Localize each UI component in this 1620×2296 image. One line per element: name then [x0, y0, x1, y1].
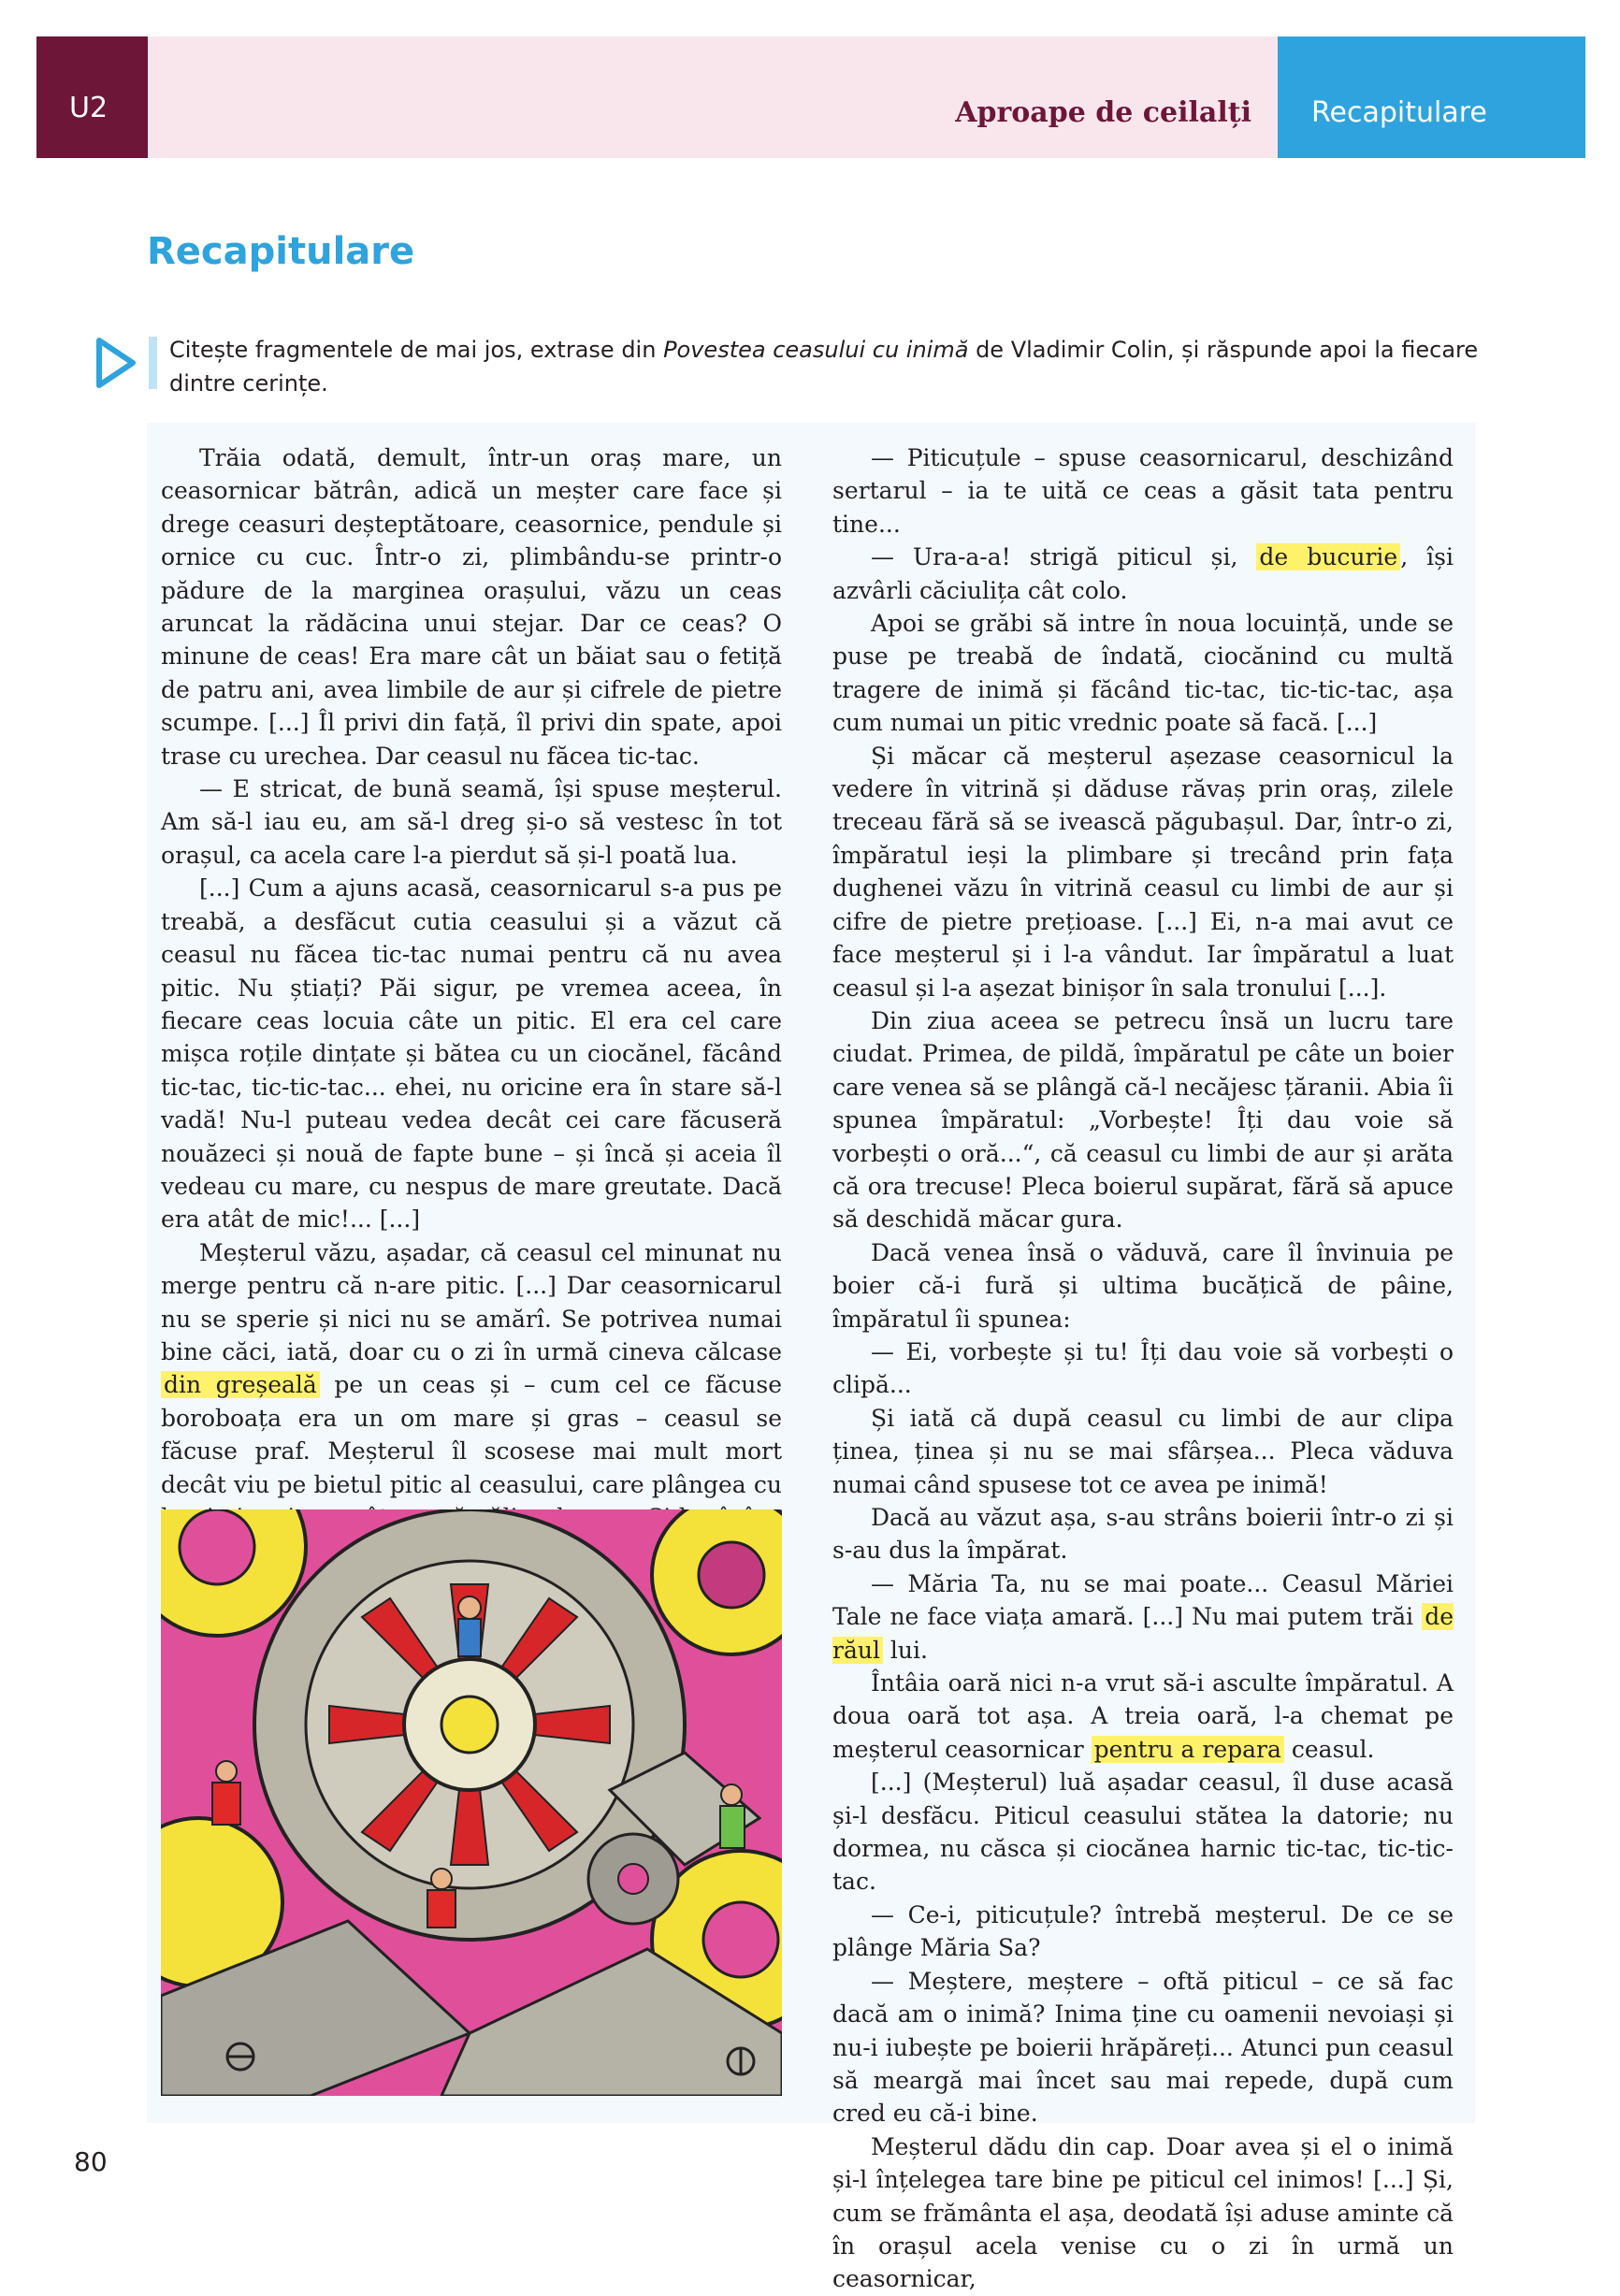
paragraph: — E stricat, de bună seamă, își spuse meșterul. Am să-l iau eu, am să-l dreg și-o să vestesc în tot orașul, ca acela care l-a pierdut să și-l poată lua. [161, 775, 782, 869]
chapter-title: Aproape de ceilalți [955, 96, 1251, 129]
instruction-text: Citește fragmentele de mai jos, extrase din Povestea ceasului cu inimă de Vladimir Colin, și răspunde apoi la fiecare dintre cerințe. [169, 337, 1479, 397]
section-tab-label: Recapitulare [1311, 96, 1487, 129]
paragraph: [...] (Meșterul) luă așadar ceasul, îl duse acasă și-l desfăcu. Piticul ceasului stătea la datorie; nu dormea, nu căsca și ciocănea harnic tic-tac, tic-tic-tac. [832, 1769, 1454, 1896]
paragraph: Dacă au văzut așa, s-au strâns boierii într-o zi și s-au dus la împărat. [832, 1504, 1454, 1565]
highlighted-phrase: pentru a repara [1092, 1736, 1284, 1763]
clockwork-illustration [161, 1509, 782, 2096]
paragraph: Meșterul văzu, așadar, că ceasul cel minunat nu merge pentru că n-are pitic. [...] Dar ceasornicarul nu se sperie și nici nu se amărî. Se potrivea numai bine căci, iată, doar cu o zi în urmă cineva călcase din greșeală pe un ceas și – cum cel ce făcuse boroboața era un om mare și gras – ceasul se făcuse praf. Meșterul îl scosese mai mult mort decât viu pe bietul pitic al ceasului, care plângea cu [161, 1238, 782, 1498]
unit-box [36, 36, 148, 158]
paragraph: Dacă venea însă o văduvă, care îl învinuia pe boier că-i fură și ultima bucățică de pâine, împăratul îi spunea: [832, 1238, 1454, 1333]
paragraph: — Ei, vorbește și tu! Îți dau voie să vorbești o clipă... [832, 1337, 1454, 1399]
section-tab [1278, 36, 1585, 158]
paragraph: Din ziua aceea se petrecu însă un lucru tare ciudat. Primea, de pildă, împăratul pe câte un boier care venea să se plângă că-l necăjesc țăranii. Abia îi spunea împăratul: „Vorbește! Îți dau voie să vorbești o oră...“, că ceasul cu limbi de aur și arăta că ora trecuse! Pleca boierul supărat, fără să apuce să deschidă măcar gura. [832, 1006, 1454, 1234]
paragraph: Meșterul dădu din cap. Doar avea și el o inimă și-l înțelegea tare bine pe piticul cel inimos! [...] Și, cum se frământa el așa, deodată își aduse aminte că în orașul acela venise cu o zi în urmă un ceasornicar, [832, 2132, 1454, 2293]
section-title: Recapitulare [147, 230, 415, 273]
book-title: Povestea ceasului cu inimă [663, 337, 969, 363]
instruction-bar [149, 337, 157, 389]
left-column [161, 441, 782, 1567]
page-number: 80 [74, 2146, 108, 2177]
paragraph: — Meștere, meștere – oftă piticul – ce să fac dacă am o inimă? Inima ține cu oamenii nevoiași și nu-i iubește pe boierii hrăpăreți... Atunci pun ceasul să meargă mai încet sau mai repede, după cum cred eu că-i bine. [832, 1967, 1454, 2128]
unit-label: U2 [69, 92, 108, 124]
paragraph: Și iată că după ceasul cu limbi de aur clipa ținea, ținea și nu se mai sfârșea... Pleca văduva numai când spusese tot ce avea pe inimă! [832, 1404, 1454, 1498]
paragraph: Întâia oară nici n-a vrut să-i asculte împăratul. A doua oară tot așa. A treia oară, l-a chemat pe meșterul ceasornicar pentru a repara ceasul. [832, 1669, 1454, 1763]
text-panel [147, 423, 1475, 2293]
paragraph: — Ura-a-a! strigă piticul și, de bucurie , își azvârli căciulița cât colo. [832, 543, 1454, 604]
paragraph: [...] Cum a ajuns acasă, ceasornicarul s-a pus pe treabă, a desfăcut cutia ceasului și a văzut că ceasul nu făcea tic-tac numai pentru că nu avea pitic. Nu știați? Păi sigur, pe vremea aceea, în fiecare ceas locuia câte un pitic. El era cel care mișca roțile dințate și bătea cu un ciocănel, făcând tic-tac, tic-tic-tac... ehei, nu oricine era în stare să-l vadă! Nu-l puteau vedea decât cei care făcuseră nouăzeci și nouă de fapte bune – și încă și aceia îl vedeau cu mare, cu nespus de mare greutate. Dacă era atât de mic!... [...] [161, 874, 782, 1234]
paragraph: — Ce-i, piticuțule? întrebă meșterul. De ce se plânge Măria Sa? [832, 1900, 1454, 1962]
chapter-band [148, 36, 1278, 158]
highlighted-phrase: de răul [832, 1603, 1454, 1664]
right-column [832, 441, 1454, 2296]
page-header [36, 36, 1585, 158]
paragraph: Trăia odată, demult, într-un oraș mare, un ceasornicar bătrân, adică un meșter care face și drege ceasuri deșteptătoare, ceasornice, pendule și ornice cu cuc. Într-o zi, plimbându-se printr-o pădure de la marginea orașului, văzu un ceas aruncat la rădăcina unui stejar. Dar ce ceas? O minune de ceas! Era mare cât un băiat sau o fetiță de patru ani, avea limbile de aur și cifrele de pietre scumpe. [...] Îl privi din față, îl privi din spate, apoi trase cu urechea. Dar ceasul nu făcea tic-tac. [161, 444, 782, 770]
paragraph: Apoi se grăbi să intre în noua locuință, unde se puse pe treabă de îndată, ciocănind cu multă tragere de inimă și făcând tic-tac, tic-tic-tac, așa cum numai un pitic vrednic poate să facă. [...] [832, 610, 1454, 737]
paragraph: — Măria Ta, nu se mai poate... Ceasul Măriei Tale ne face viața amară. [...] Nu mai putem trăi de răul lui. [832, 1569, 1454, 1664]
highlighted-phrase: din greșeală [161, 1371, 320, 1398]
paragraph: Și măcar că meșterul așezase ceasornicul la vedere în vitrină și dăduse răvaș prin oraș, zilele treceau fără să se ivească păgubașul. Dar, într-o zi, împăratul ieși la plimbare și trecând prin fața dughenei văzu în vitrină ceasul cu limbi de aur și cifre de pietre prețioase. [...] Ei, n-a mai avut ce face meșterul și i l-a vândut. Iar împăratul a luat ceasul și l-a așezat binișor în sala tronului [...]. [832, 742, 1454, 1002]
paragraph: — Piticuțule – spuse ceasornicarul, deschizând sertarul – ia te uită ce ceas a găsit tata pentru tine... [832, 444, 1454, 538]
play-triangle-icon [95, 337, 137, 389]
highlighted-phrase: de bucurie [1256, 543, 1400, 570]
